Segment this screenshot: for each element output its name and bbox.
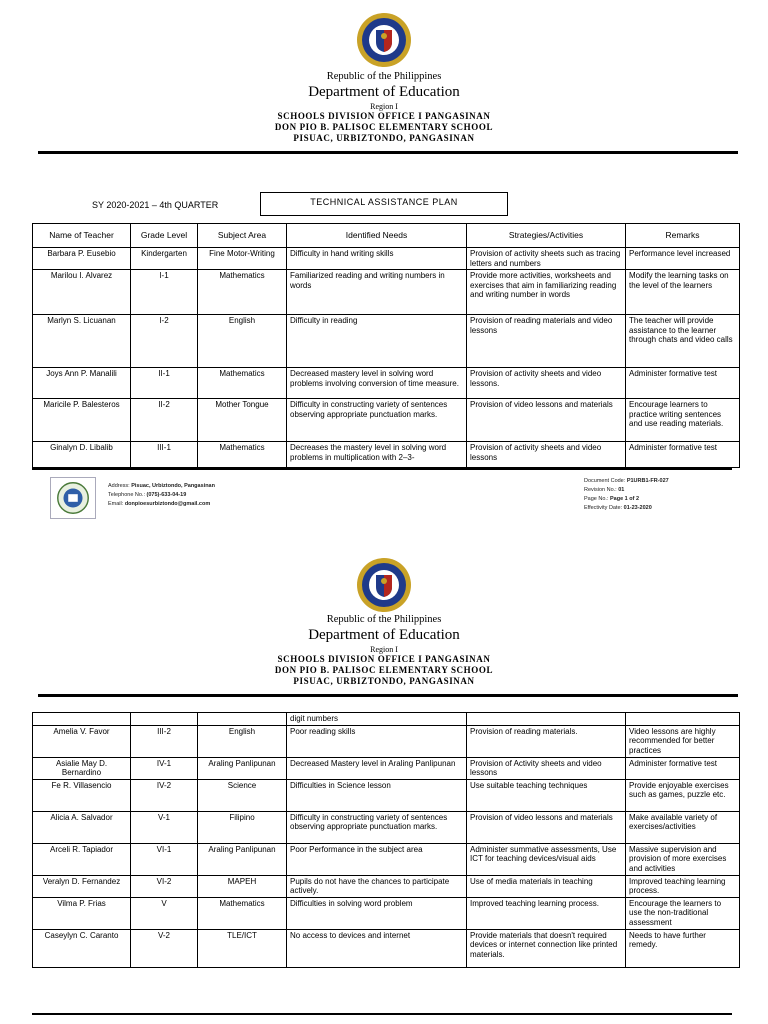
cell-strategies: Provision of activity sheets and video lessons bbox=[467, 442, 626, 468]
page-number: Page 1 of 2 bbox=[610, 496, 640, 502]
cell-needs: digit numbers bbox=[287, 713, 467, 726]
cell-subject: MAPEH bbox=[198, 875, 287, 897]
cell-remarks: Administer formative test bbox=[626, 757, 740, 779]
cell-name: Fe R. Villasencio bbox=[33, 779, 131, 811]
cell-grade: III-2 bbox=[131, 725, 198, 757]
cell-grade: IV-2 bbox=[131, 779, 198, 811]
cell-name: Veralyn D. Fernandez bbox=[33, 875, 131, 897]
cell-grade: VI-1 bbox=[131, 843, 198, 875]
cell-name: Asialie May D. Bernardino bbox=[33, 757, 131, 779]
table-row bbox=[33, 725, 740, 757]
department-title: Department of Education bbox=[308, 627, 460, 643]
cell-strategies: Provision of activity sheets such as tracing letters and numbers bbox=[467, 248, 626, 270]
cell-name: Alicia A. Salvador bbox=[33, 811, 131, 843]
cell-remarks bbox=[626, 713, 740, 726]
plan-title: TECHNICAL ASSISTANCE PLAN bbox=[260, 192, 508, 216]
cell-name: Vilma P. Frias bbox=[33, 897, 131, 929]
cell-strategies: Use suitable teaching techniques bbox=[467, 779, 626, 811]
cell-needs: Difficulty in constructing variety of sentences observing appropriate punctuation marks. bbox=[287, 399, 467, 442]
cell-needs: Poor reading skills bbox=[287, 725, 467, 757]
table-row bbox=[33, 875, 740, 897]
deped-seal-icon bbox=[356, 557, 412, 613]
cell-subject: Filipino bbox=[198, 811, 287, 843]
cell-grade: I-1 bbox=[131, 270, 198, 315]
cell-needs: Difficulty in hand writing skills bbox=[287, 248, 467, 270]
cell-subject: Mathematics bbox=[198, 368, 287, 399]
revision-number: 01 bbox=[618, 487, 625, 493]
school-line: DON PIO B. PALISOC ELEMENTARY SCHOOL bbox=[274, 122, 494, 132]
cell-grade: VI-2 bbox=[131, 875, 198, 897]
column-header: Identified Needs bbox=[287, 224, 467, 248]
table-row bbox=[33, 897, 740, 929]
location-line: PISUAC, URBIZTONDO, PANGASINAN bbox=[293, 133, 475, 143]
cell-grade: Kindergarten bbox=[131, 248, 198, 270]
table-row bbox=[33, 843, 740, 875]
cell-strategies: Provision of video lessons and materials bbox=[467, 811, 626, 843]
cell-strategies: Provision of activity sheets and video lessons. bbox=[467, 368, 626, 399]
table-row bbox=[33, 713, 740, 726]
cell-subject: English bbox=[198, 725, 287, 757]
cell-remarks: Administer formative test bbox=[626, 368, 740, 399]
table-row bbox=[33, 929, 740, 967]
division-line: SCHOOLS DIVISION OFFICE I PANGASINAN bbox=[277, 654, 491, 664]
cell-subject: Science bbox=[198, 779, 287, 811]
cell-strategies: Provision of reading materials and video lessons bbox=[467, 315, 626, 368]
column-header: Name of Teacher bbox=[33, 224, 131, 248]
cell-needs: Difficulties in Science lesson bbox=[287, 779, 467, 811]
cell-strategies: Improved teaching learning process. bbox=[467, 897, 626, 929]
cell-grade: I-2 bbox=[131, 315, 198, 368]
cell-remarks: Performance level increased bbox=[626, 248, 740, 270]
cell-name: Marilou I. Alvarez bbox=[33, 270, 131, 315]
footer-telephone: (075)-633-04-19 bbox=[146, 492, 187, 498]
cell-subject: English bbox=[198, 315, 287, 368]
cell-remarks: Encourage learners to practice writing sentences and use reading materials. bbox=[626, 399, 740, 442]
cell-remarks: Massive supervision and provision of more exercises and activities bbox=[626, 843, 740, 875]
cell-strategies: Provision of video lessons and materials bbox=[467, 399, 626, 442]
cell-strategies bbox=[467, 713, 626, 726]
cell-strategies: Administer summative assessments, Use ICT for teaching devices/visual aids bbox=[467, 843, 626, 875]
table-row bbox=[33, 757, 740, 779]
footer-address: Pisuac, Urbiztondo, Pangasinan bbox=[131, 483, 215, 489]
cell-needs: Difficulty in constructing variety of sentences observing appropriate punctuation marks. bbox=[287, 811, 467, 843]
cell-grade: II-2 bbox=[131, 399, 198, 442]
cell-subject: Mathematics bbox=[198, 442, 287, 468]
cell-needs: Decreased Mastery level in Araling Panlipunan bbox=[287, 757, 467, 779]
cell-grade: III-1 bbox=[131, 442, 198, 468]
cell-subject: Araling Panlipunan bbox=[198, 843, 287, 875]
cell-needs: No access to devices and internet bbox=[287, 929, 467, 967]
cell-name: Barbara P. Eusebio bbox=[33, 248, 131, 270]
cell-strategies: Provision of reading materials. bbox=[467, 725, 626, 757]
effectivity-date: 01-23-2020 bbox=[623, 505, 652, 511]
column-header: Subject Area bbox=[198, 224, 287, 248]
header-divider bbox=[38, 694, 738, 697]
republic-line: Republic of the Philippines bbox=[326, 71, 442, 82]
column-header: Strategies/Activities bbox=[467, 224, 626, 248]
footer-document-info: Document Code: P1URB1-FR-027 Revision No.: 01 Page No.: Page 1 of 2 Effectivity Date: 01-23-2020 bbox=[584, 478, 669, 511]
cell-needs: Difficulty in reading bbox=[287, 315, 467, 368]
cell-grade: II-1 bbox=[131, 368, 198, 399]
cell-strategies: Use of media materials in teaching bbox=[467, 875, 626, 897]
cell-remarks: Make available variety of exercises/activities bbox=[626, 811, 740, 843]
division-line: SCHOOLS DIVISION OFFICE I PANGASINAN bbox=[277, 111, 491, 121]
school-year-label: SY 2020-2021 – 4th QUARTER bbox=[92, 200, 219, 210]
school-line: DON PIO B. PALISOC ELEMENTARY SCHOOL bbox=[274, 665, 494, 675]
cell-subject: Mathematics bbox=[198, 270, 287, 315]
cell-grade: V-2 bbox=[131, 929, 198, 967]
cell-name: Arceli R. Tapiador bbox=[33, 843, 131, 875]
cell-name: Amelia V. Favor bbox=[33, 725, 131, 757]
cell-remarks: Administer formative test bbox=[626, 442, 740, 468]
cell-strategies: Provide materials that doesn't required devices or internet connection like printed materials. bbox=[467, 929, 626, 967]
cell-remarks: Provide enjoyable exercises such as games, puzzle etc. bbox=[626, 779, 740, 811]
cell-remarks: Video lessons are highly recommended for better practices bbox=[626, 725, 740, 757]
table-row bbox=[33, 811, 740, 843]
column-header: Grade Level bbox=[131, 224, 198, 248]
location-line: PISUAC, URBIZTONDO, PANGASINAN bbox=[293, 676, 475, 686]
cell-subject: Mathematics bbox=[198, 897, 287, 929]
footer-email: donpioesurbiztondo@gmail.com bbox=[124, 501, 211, 507]
cell-grade: IV-1 bbox=[131, 757, 198, 779]
cell-needs: Poor Performance in the subject area bbox=[287, 843, 467, 875]
cell-name: Maricile P. Balesteros bbox=[33, 399, 131, 442]
region-line: Region I bbox=[370, 645, 398, 654]
column-header: Remarks bbox=[626, 224, 740, 248]
cell-subject: Araling Panlipunan bbox=[198, 757, 287, 779]
cell-name: Caseylyn C. Caranto bbox=[33, 929, 131, 967]
cell-subject: TLE/ICT bbox=[198, 929, 287, 967]
cell-subject: Mother Tongue bbox=[198, 399, 287, 442]
cell-subject: Fine Motor-Writing bbox=[198, 248, 287, 270]
cell-subject bbox=[198, 713, 287, 726]
cell-remarks: Needs to have further remedy. bbox=[626, 929, 740, 967]
document-code: P1URB1-FR-027 bbox=[626, 478, 669, 484]
cell-remarks: Encourage the learners to use the non-traditional assessment bbox=[626, 897, 740, 929]
footer-contact: Address: Pisuac, Urbiztondo, Pangasinan Telephone No.: (075)-633-04-19 Email: donpioesurbiztondo@gmail.com bbox=[108, 483, 215, 507]
cell-needs: Familiarized reading and writing numbers in words bbox=[287, 270, 467, 315]
cell-needs: Decreases the mastery level in solving word problems in multiplication with 2–3- bbox=[287, 442, 467, 468]
table-row bbox=[33, 779, 740, 811]
cell-needs: Pupils do not have the chances to participate actively. bbox=[287, 875, 467, 897]
cell-needs: Difficulties in solving word problem bbox=[287, 897, 467, 929]
department-title: Department of Education bbox=[308, 84, 460, 100]
cell-strategies: Provision of Activity sheets and video lessons bbox=[467, 757, 626, 779]
cell-name bbox=[33, 713, 131, 726]
republic-line: Republic of the Philippines bbox=[326, 614, 442, 625]
assistance-table-page-2 bbox=[32, 712, 740, 968]
cell-grade: V-1 bbox=[131, 811, 198, 843]
cell-grade: V bbox=[131, 897, 198, 929]
cell-strategies: Provide more activities, worksheets and exercises that aim in familiarizing reading and writing number in words bbox=[467, 270, 626, 315]
region-line: Region I bbox=[370, 102, 398, 111]
cell-grade bbox=[131, 713, 198, 726]
cell-remarks: Improved teaching learning process. bbox=[626, 875, 740, 897]
cell-remarks: Modify the learning tasks on the level of the learners bbox=[626, 270, 740, 315]
cell-needs: Decreased mastery level in solving word problems involving conversion of time measure. bbox=[287, 368, 467, 399]
footer-divider bbox=[32, 1013, 732, 1015]
cell-name: Joys Ann P. Manalili bbox=[33, 368, 131, 399]
cell-remarks: The teacher will provide assistance to the learner through chats and video calls bbox=[626, 315, 740, 368]
cell-name: Ginalyn D. Libalib bbox=[33, 442, 131, 468]
cell-name: Marlyn S. Licuanan bbox=[33, 315, 131, 368]
